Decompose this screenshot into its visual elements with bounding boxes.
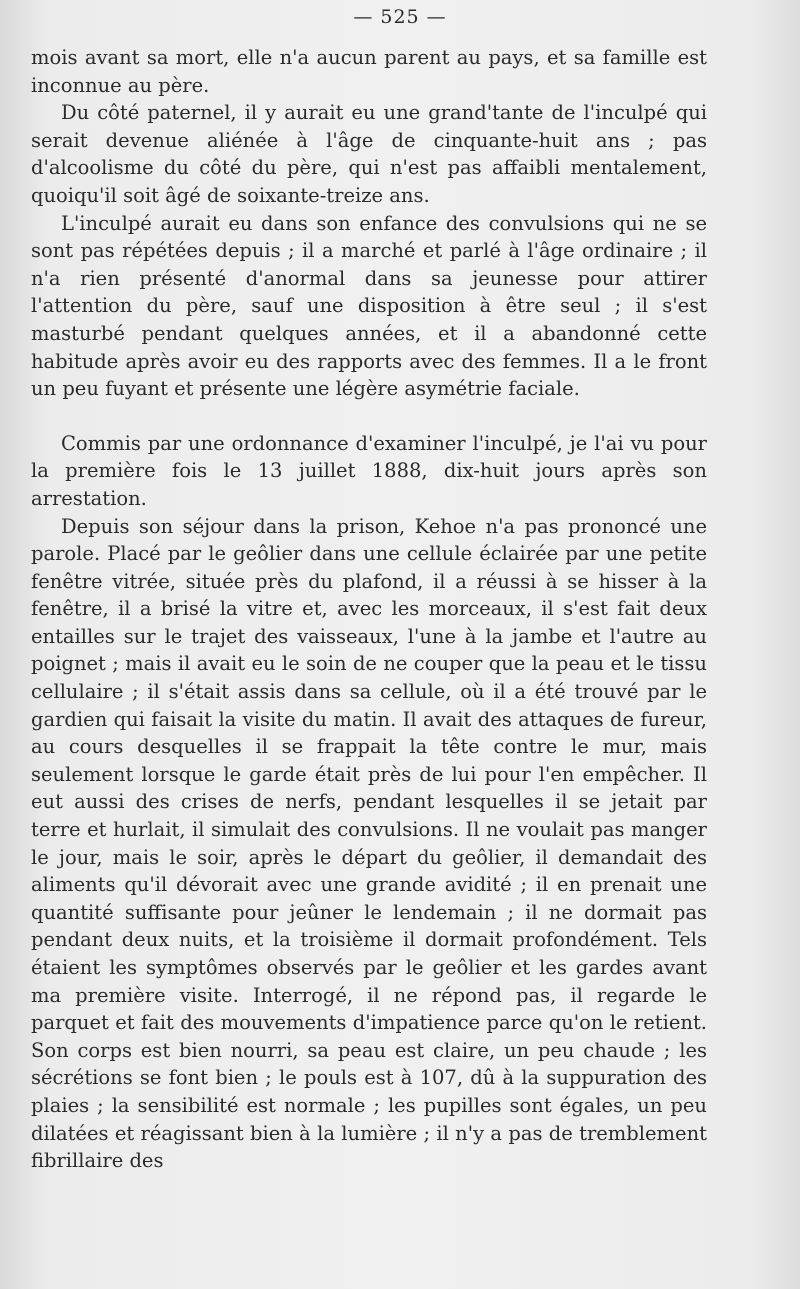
paragraph-2: Du côté paternel, il y aurait eu une grand'tante de l'inculpé qui serait devenue aliénée à l'âge de cinquante-huit ans ; pas d'alcoolisme du côté du père, qui n'est pas affaibli mentalement, quoiqu'il soit âgé de soixante-treize ans.: [31, 101, 707, 207]
paragraph-4: Commis par une ordonnance d'examiner l'inculpé, je l'ai vu pour la première fois le 13 juillet 1888, dix-huit jours après son arrestation.: [31, 431, 707, 510]
page-number: — 525 —: [353, 6, 447, 28]
paragraph-5: Depuis son séjour dans la prison, Kehoe n'a pas prononcé une parole. Placé par le geôlier dans une cellule éclairée par une petite fenêtre vitrée, située près du plafond, il a réussi à se hisser à la fenêtre, il a brisé la vitre et, avec les morceaux, il s'est fait deux entailles sur le trajet des vaisseaux, l'une à la jambe et l'autre au poignet ; mais il avait eu le soin de ne couper que la peau et le tissu cellulaire ; il s'était assis dans sa cellule, où il a été trouvé par le gardien qui faisait la visite du matin. Il avait des attaques de fureur, au cours desquelles il se frappait la tête contre le mur, mais seulement lorsque le garde était près de lui pour l'en empêcher. Il eut aussi des crises de nerfs, pendant lesquelles il se jetait par terre et hurlait, il simulait des convulsions. Il ne voulait pas manger le jour, mais le soir, après le départ du geôlier, il demandait des aliments qu'il dévorait avec une grande avidité ; il en prenait une quantité suffisante pour jeûner le lendemain ; il ne dormait pas pendant deux nuits, et la troisième il dormait profondément. Tels étaient les symptômes observés par le geôlier et les gardes avant ma première visite. Interrogé, il ne répond pas, il regarde le parquet et fait des mouvements d'impatience parce qu'on le retient. Son corps est bien nourri, sa peau est claire, un peu chaude ; les sécrétions se font bien ; le pouls est à 107, dû à la suppuration des plaies ; la sensibilité est normale ; les pupilles sont égales, un peu dilatées et réagissant bien à la lumière ; il n'y a pas de tremblement fibrillaire des: [31, 514, 707, 1173]
paragraph-1: mois avant sa mort, elle n'a aucun parent au pays, et sa famille est inconnue au père.: [31, 46, 707, 97]
paragraph-3: L'inculpé aurait eu dans son enfance des convulsions qui ne se sont pas répétées depuis ; il a marché et parlé à l'âge ordinaire ; il n'a rien présenté d'anormal dans sa jeunesse pour attirer l'attention du père, sauf une disposition à être seul ; il s'est masturbé pendant quelques années, et il a abandonné cette habitude après avoir eu des rapports avec des femmes. Il a le front un peu fuyant et présente une légère asymétrie faciale.: [31, 211, 707, 401]
paragraph-spacer: [31, 403, 707, 430]
body-text: [31, 44, 707, 1175]
